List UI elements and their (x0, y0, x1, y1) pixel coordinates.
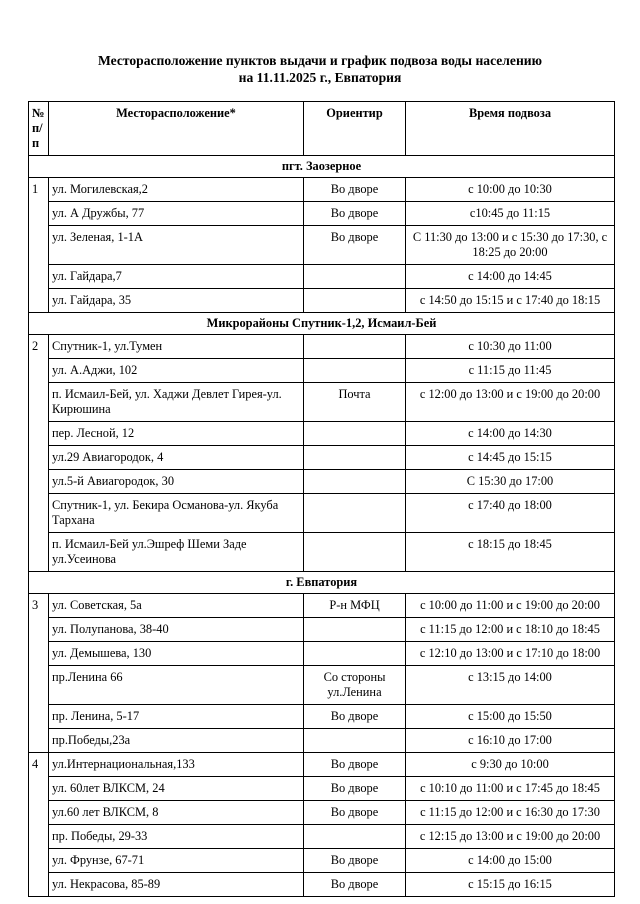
table-row (29, 753, 615, 777)
landmark-cell (304, 265, 406, 289)
section-title: пгт. Заозерное (29, 156, 615, 178)
landmark-cell: Во дворе (304, 873, 406, 897)
landmark-cell: Во дворе (304, 753, 406, 777)
table-row (29, 849, 615, 873)
location-cell: ул. Некрасова, 85-89 (49, 873, 304, 897)
location-cell: ул. Фрунзе, 67-71 (49, 849, 304, 873)
location-cell: пр.Ленина 66 (49, 666, 304, 705)
landmark-cell (304, 446, 406, 470)
group-number: 2 (29, 335, 49, 572)
header-landmark: Ориентир (304, 102, 406, 156)
landmark-cell: Во дворе (304, 777, 406, 801)
landmark-cell (304, 289, 406, 313)
table-row (29, 202, 615, 226)
location-cell: ул. Гайдара,7 (49, 265, 304, 289)
section-row (29, 156, 615, 178)
group-number: 1 (29, 178, 49, 313)
table-row (29, 801, 615, 825)
landmark-cell: Со стороны ул.Ленина (304, 666, 406, 705)
table-row (29, 289, 615, 313)
table-row (29, 494, 615, 533)
landmark-cell (304, 618, 406, 642)
time-cell: с 9:30 до 10:00 (406, 753, 615, 777)
location-cell: Спутник-1, ул.Тумен (49, 335, 304, 359)
location-cell: ул. Советская, 5а (49, 594, 304, 618)
location-cell: ул.60 лет ВЛКСМ, 8 (49, 801, 304, 825)
location-cell: ул.Интернациональная,133 (49, 753, 304, 777)
time-cell: с 10:30 до 11:00 (406, 335, 615, 359)
time-cell: с 11:15 до 12:00 и с 18:10 до 18:45 (406, 618, 615, 642)
location-cell: пр. Победы, 29-33 (49, 825, 304, 849)
time-cell: с 13:15 до 14:00 (406, 666, 615, 705)
time-cell: с 15:00 до 15:50 (406, 705, 615, 729)
location-cell: ул. 60лет ВЛКСМ, 24 (49, 777, 304, 801)
landmark-cell (304, 335, 406, 359)
section-row (29, 313, 615, 335)
landmark-cell (304, 422, 406, 446)
time-cell: с 12:10 до 13:00 и с 17:10 до 18:00 (406, 642, 615, 666)
landmark-cell: Во дворе (304, 849, 406, 873)
landmark-cell: Во дворе (304, 226, 406, 265)
time-cell: с 14:45 до 15:15 (406, 446, 615, 470)
water-schedule-table (28, 101, 615, 897)
landmark-cell: Во дворе (304, 178, 406, 202)
table-row (29, 383, 615, 422)
table-row (29, 729, 615, 753)
section-row (29, 572, 615, 594)
location-cell: ул.5-й Авиагородок, 30 (49, 470, 304, 494)
table-row (29, 178, 615, 202)
time-cell: с10:45 до 11:15 (406, 202, 615, 226)
document-title (0, 52, 640, 86)
table-row (29, 666, 615, 705)
landmark-cell: Р-н МФЦ (304, 594, 406, 618)
table-row (29, 335, 615, 359)
location-cell: ул. Могилевская,2 (49, 178, 304, 202)
time-cell: с 14:00 до 15:00 (406, 849, 615, 873)
landmark-cell (304, 825, 406, 849)
title-line-1: Месторасположение пунктов выдачи и график подвоза воды населению (97, 53, 543, 68)
table-row (29, 226, 615, 265)
landmark-cell (304, 494, 406, 533)
time-cell: с 17:40 до 18:00 (406, 494, 615, 533)
table-row (29, 642, 615, 666)
time-cell: с 14:50 до 15:15 и с 17:40 до 18:15 (406, 289, 615, 313)
time-cell: с 18:15 до 18:45 (406, 533, 615, 572)
table-row (29, 825, 615, 849)
section-title: Микрорайоны Спутник-1,2, Исмаил-Бей (29, 313, 615, 335)
table-row (29, 533, 615, 572)
table-row (29, 470, 615, 494)
time-cell: с 12:15 до 13:00 и с 19:00 до 20:00 (406, 825, 615, 849)
location-cell: п. Исмаил-Бей, ул. Хаджи Девлет Гирея-ул. Кирюшина (49, 383, 304, 422)
table-row (29, 359, 615, 383)
landmark-cell (304, 729, 406, 753)
landmark-cell (304, 359, 406, 383)
header-num: № п/п (29, 102, 49, 156)
section-title: г. Евпатория (29, 572, 615, 594)
time-cell: с 11:15 до 11:45 (406, 359, 615, 383)
landmark-cell (304, 470, 406, 494)
time-cell: с 14:00 до 14:30 (406, 422, 615, 446)
location-cell: ул. А Дружбы, 77 (49, 202, 304, 226)
header-time: Время подвоза (406, 102, 615, 156)
time-cell: с 16:10 до 17:00 (406, 729, 615, 753)
table-row (29, 594, 615, 618)
group-number: 3 (29, 594, 49, 753)
landmark-cell (304, 533, 406, 572)
table-header-row (29, 102, 615, 156)
table-row (29, 873, 615, 897)
landmark-cell (304, 642, 406, 666)
landmark-cell: Во дворе (304, 705, 406, 729)
table-row (29, 265, 615, 289)
time-cell: с 10:00 до 10:30 (406, 178, 615, 202)
location-cell: ул.29 Авиагородок, 4 (49, 446, 304, 470)
group-number: 4 (29, 753, 49, 897)
table-row (29, 705, 615, 729)
time-cell: с 12:00 до 13:00 и с 19:00 до 20:00 (406, 383, 615, 422)
time-cell: с 15:15 до 16:15 (406, 873, 615, 897)
table-row (29, 422, 615, 446)
location-cell: ул. Демышева, 130 (49, 642, 304, 666)
time-cell: с 10:10 до 11:00 и с 17:45 до 18:45 (406, 777, 615, 801)
landmark-cell: Почта (304, 383, 406, 422)
location-cell: пер. Лесной, 12 (49, 422, 304, 446)
location-cell: пр.Победы,23а (49, 729, 304, 753)
time-cell: С 15:30 до 17:00 (406, 470, 615, 494)
location-cell: п. Исмаил-Бей ул.Эшреф Шеми Заде ул.Усеинова (49, 533, 304, 572)
table-body (29, 156, 615, 897)
table-row (29, 777, 615, 801)
location-cell: ул. Гайдара, 35 (49, 289, 304, 313)
title-line-2: на 11.11.2025 г., Евпатория (238, 70, 402, 85)
time-cell: С 11:30 до 13:00 и с 15:30 до 17:30, с 18:25 до 20:00 (406, 226, 615, 265)
location-cell: ул. Полупанова, 38-40 (49, 618, 304, 642)
landmark-cell: Во дворе (304, 801, 406, 825)
location-cell: пр. Ленина, 5-17 (49, 705, 304, 729)
table-row (29, 618, 615, 642)
time-cell: с 14:00 до 14:45 (406, 265, 615, 289)
landmark-cell: Во дворе (304, 202, 406, 226)
location-cell: Спутник-1, ул. Бекира Османова-ул. Якуба Тархана (49, 494, 304, 533)
location-cell: ул. Зеленая, 1-1А (49, 226, 304, 265)
time-cell: с 11:15 до 12:00 и с 16:30 до 17:30 (406, 801, 615, 825)
time-cell: с 10:00 до 11:00 и с 19:00 до 20:00 (406, 594, 615, 618)
table-row (29, 446, 615, 470)
location-cell: ул. А.Аджи, 102 (49, 359, 304, 383)
header-location: Месторасположение* (49, 102, 304, 156)
